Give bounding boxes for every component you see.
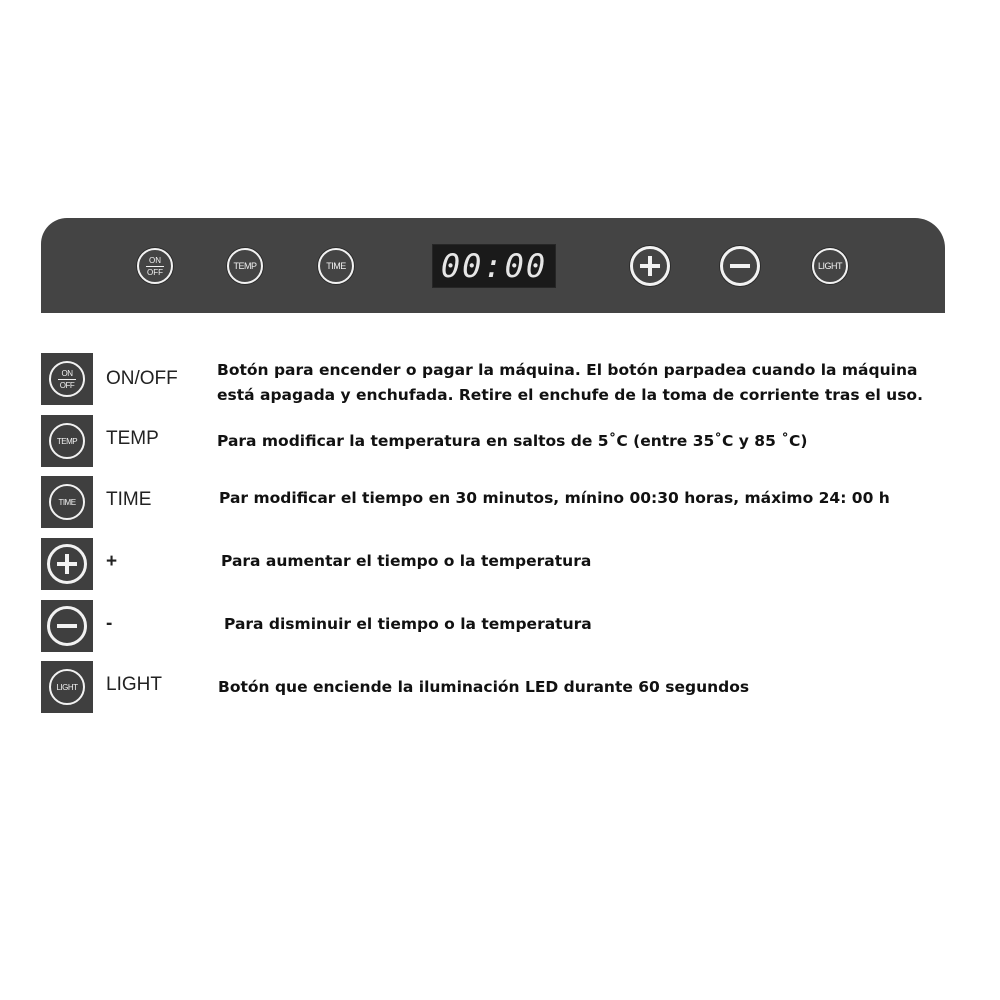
legend-label: ON/OFF bbox=[106, 368, 178, 389]
onoff-icon: ON OFF bbox=[147, 255, 163, 277]
time-icon: TIME bbox=[326, 261, 346, 271]
legend-label: - bbox=[106, 613, 113, 634]
plus-icon bbox=[638, 254, 662, 278]
light-icon: LIGHT bbox=[817, 261, 842, 271]
minus-icon bbox=[47, 606, 87, 646]
minus-icon bbox=[728, 254, 752, 278]
minus-button[interactable] bbox=[720, 246, 760, 286]
plus-button[interactable] bbox=[630, 246, 670, 286]
legend-description: Botón que enciende la iluminación LED durante 60 segundos bbox=[218, 678, 750, 696]
legend-row-light bbox=[41, 661, 961, 713]
legend-icon-box bbox=[41, 476, 93, 528]
legend-icon-box bbox=[41, 600, 93, 652]
onoff-icon: ON OFF bbox=[49, 361, 85, 397]
onoff-button[interactable] bbox=[137, 248, 173, 284]
legend-label: TEMP bbox=[106, 428, 159, 449]
legend-label: + bbox=[106, 551, 118, 572]
legend-icon-box bbox=[41, 538, 93, 590]
legend-row-plus bbox=[41, 538, 961, 590]
legend-row-time bbox=[41, 476, 961, 528]
legend-description: Botón para encender o pagar la máquina. El botón parpadea cuando la máquina está apagada y enchufada. Retire el enchufe de la toma de corriente tras el uso. bbox=[217, 361, 923, 404]
legend-label: LIGHT bbox=[106, 674, 162, 695]
legend-label: TIME bbox=[106, 489, 152, 510]
temp-button[interactable] bbox=[227, 248, 263, 284]
legend-description: Par modificar el tiempo en 30 minutos, mínino 00:30 horas, máximo 24: 00 h bbox=[219, 489, 890, 507]
time-icon: TIME bbox=[49, 484, 85, 520]
legend-description: Para aumentar el tiempo o la temperatura bbox=[221, 552, 592, 570]
time-button[interactable] bbox=[318, 248, 354, 284]
legend-row-temp bbox=[41, 415, 961, 467]
time-display: 00:00 bbox=[432, 244, 556, 288]
legend-row-minus bbox=[41, 600, 961, 652]
legend-icon-box bbox=[41, 353, 93, 405]
light-icon: LIGHT bbox=[49, 669, 85, 705]
legend-description: Para modificar la temperatura en saltos de 5˚C (entre 35˚C y 85 ˚C) bbox=[217, 432, 808, 450]
plus-icon bbox=[47, 544, 87, 584]
legend-description: Para disminuir el tiempo o la temperatura bbox=[224, 615, 592, 633]
legend-row-onoff bbox=[41, 353, 961, 405]
legend-icon-box bbox=[41, 661, 93, 713]
temp-icon: TEMP bbox=[233, 261, 257, 271]
legend-icon-box bbox=[41, 415, 93, 467]
temp-icon: TEMP bbox=[49, 423, 85, 459]
light-button[interactable] bbox=[812, 248, 848, 284]
